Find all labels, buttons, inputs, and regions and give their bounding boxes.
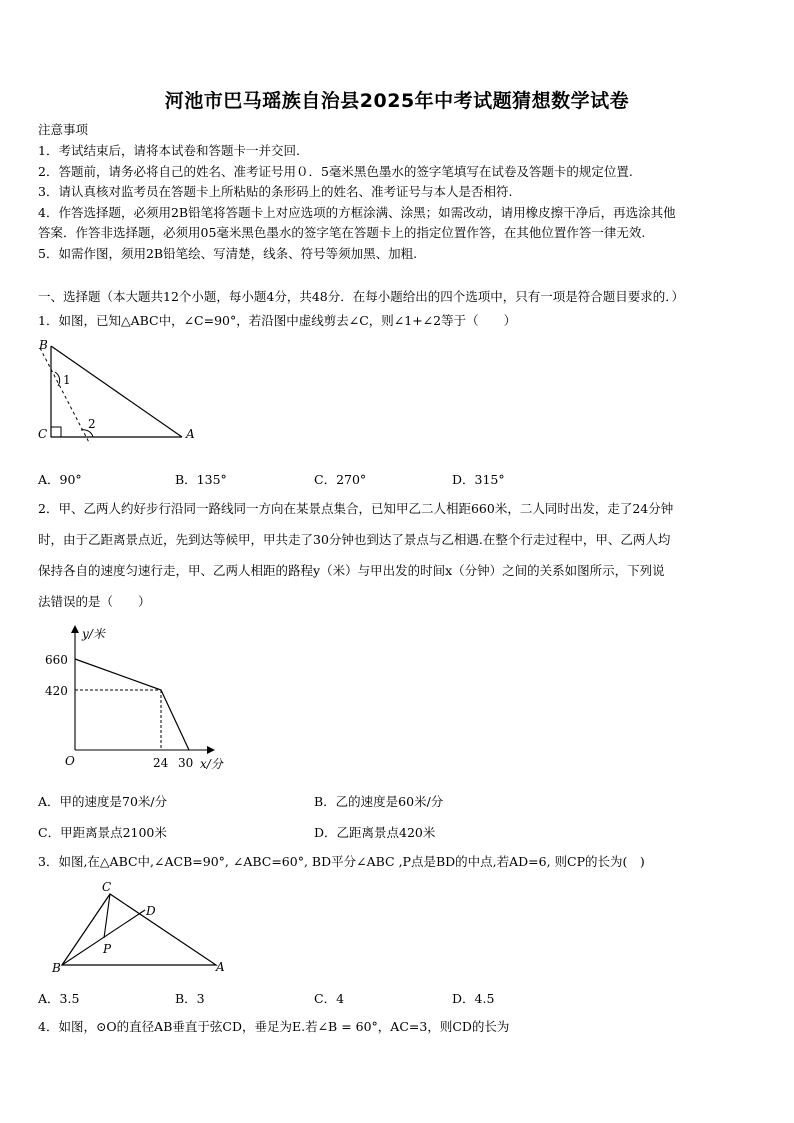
notice-item-3: 3．请认真核对监考员在答题卡上所粘贴的条形码上的姓名、准考证号与本人是否相符. bbox=[38, 184, 513, 199]
q2-y-axis-label: y/米 bbox=[82, 627, 105, 641]
q4-stem: 4．如图，⊙O的直径AB垂直于弦CD，垂足为E.若∠B = 60°，AC=3，则CD的长为 bbox=[38, 1019, 510, 1034]
q2-line-2: 时，由于乙距离景点近，先到达等候甲，甲共走了30分钟也到达了景点与乙相遇.在整个行走过程中，甲、乙两人均 bbox=[38, 532, 671, 547]
q1-option-c[interactable]: C．270° bbox=[314, 472, 367, 487]
q1-option-a[interactable]: A．90° bbox=[38, 472, 82, 487]
q1-label-b: B bbox=[39, 338, 48, 352]
q2-line-3: 保持各自的速度匀速行走，甲、乙两人相距的路程y（米）与甲出发的时间x（分钟）之间的关系如图所示，下列说 bbox=[38, 563, 665, 578]
q3-triangle-figure bbox=[44, 878, 234, 974]
q3-label-p: P bbox=[103, 942, 112, 956]
q2-tick-30: 30 bbox=[178, 756, 194, 770]
notice-item-5: 5．如需作图，须用2B铅笔绘、写清楚，线条、符号等须加黑、加粗. bbox=[38, 246, 418, 261]
q2-x-axis-label: x/分 bbox=[200, 757, 223, 771]
q2-line-1: 2．甲、乙两人约好步行沿同一路线同一方向在某景点集合，已知甲乙二人相距660米，二人同时出发，走了24分钟 bbox=[38, 501, 674, 516]
q3-option-c[interactable]: C．4 bbox=[314, 991, 345, 1006]
q2-option-d[interactable]: D．乙距离景点420米 bbox=[314, 825, 436, 840]
q1-option-d[interactable]: D．315° bbox=[452, 472, 505, 487]
q3-option-a[interactable]: A．3.5 bbox=[38, 991, 80, 1006]
q3-stem: 3．如图,在△ABC中,∠ACB=90°, ∠ABC=60°, BD平分∠ABC ,P点是BD的中点,若AD=6, 则CP的长为( ) bbox=[38, 854, 645, 869]
q1-label-c: C bbox=[38, 427, 48, 441]
q1-stem: 1．如图，已知△ABC中，∠C=90°，若沿图中虚线剪去∠C，则∠1+∠2等于（ ） bbox=[38, 313, 517, 328]
q2-option-b[interactable]: B．乙的速度是60米/分 bbox=[314, 794, 444, 809]
page-title: 河池市巴马瑶族自治县2025年中考试题猜想数学试卷 bbox=[164, 90, 630, 112]
notice-item-4-cont: 答案．作答非选择题，必须用05毫米黑色墨水的签字笔在答题卡上的指定位置作答，在其他位置作答一律无效. bbox=[38, 225, 646, 240]
q1-label-a: A bbox=[186, 427, 195, 441]
q2-tick-660: 660 bbox=[45, 653, 68, 667]
q3-label-b: B bbox=[52, 961, 61, 974]
notice-heading: 注意事项 bbox=[38, 122, 89, 137]
q1-angle-1: 1 bbox=[63, 373, 71, 387]
q1-option-b[interactable]: B．135° bbox=[175, 472, 227, 487]
q3-label-d: D bbox=[146, 904, 156, 918]
q2-tick-24: 24 bbox=[153, 756, 169, 770]
q3-option-b[interactable]: B．3 bbox=[175, 991, 205, 1006]
q1-triangle-figure bbox=[34, 336, 204, 444]
section-heading: 一、选择题（本大题共12个小题，每小题4分，共48分．在每小题给出的四个选项中，只有一项是符合题目要求的．） bbox=[38, 289, 685, 304]
q2-line-4: 法错误的是（ ） bbox=[38, 594, 151, 609]
q3-option-d[interactable]: D．4.5 bbox=[452, 991, 495, 1006]
q2-option-c[interactable]: C．甲距离景点2100米 bbox=[38, 825, 167, 840]
q1-angle-2: 2 bbox=[88, 417, 96, 431]
q2-distance-graph bbox=[40, 622, 240, 774]
q2-tick-420: 420 bbox=[45, 684, 68, 698]
q3-label-c: C bbox=[102, 880, 112, 894]
notice-item-1: 1．考试结束后，请将本试卷和答题卡一并交回. bbox=[38, 143, 300, 158]
notice-item-2: 2．答题前，请务必将自己的姓名、准考证号用０．5毫米黑色墨水的签字笔填写在试卷及答题卡的规定位置. bbox=[38, 164, 633, 179]
q2-origin: O bbox=[65, 754, 75, 768]
q3-label-a: A bbox=[216, 960, 225, 974]
q2-option-a[interactable]: A．甲的速度是70米/分 bbox=[38, 794, 168, 809]
notice-item-4: 4．作答选择题，必须用2B铅笔将答题卡上对应选项的方框涂满、涂黑；如需改动，请用橡皮擦干净后，再选涂其他 bbox=[38, 205, 676, 220]
